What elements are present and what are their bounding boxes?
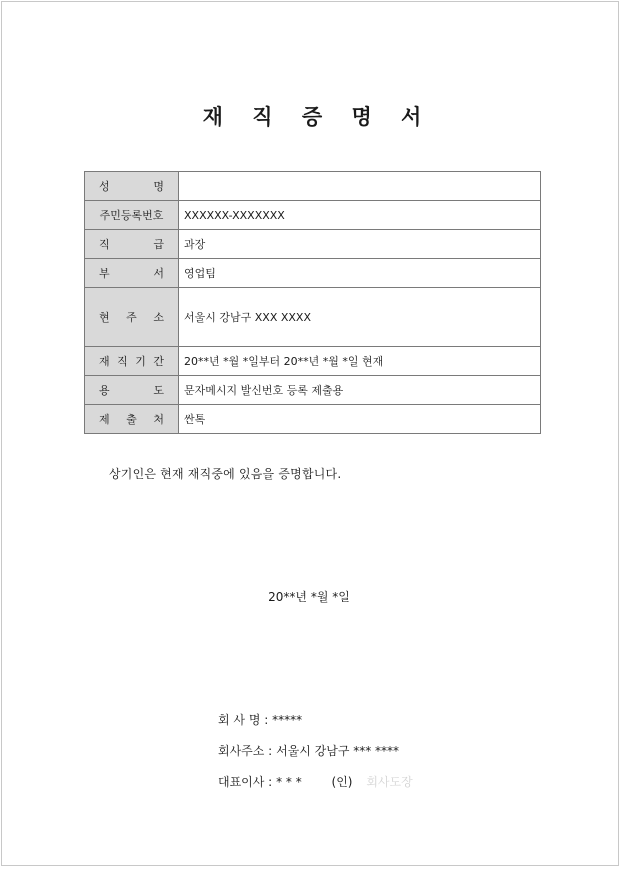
label-purpose: 용 도 (85, 376, 179, 405)
table-row (85, 259, 541, 288)
table-row (85, 172, 541, 201)
company-address-line (218, 742, 399, 759)
value-position: 과장 (179, 230, 541, 259)
label-employment-period: 재 직 기 간 (85, 347, 179, 376)
company-address-label: 회사주소 : (218, 744, 273, 758)
value-department: 영업팀 (179, 259, 541, 288)
info-table (84, 171, 541, 434)
ceo-value: * * * (276, 775, 302, 789)
company-seal-placeholder: 회사도장 (366, 775, 413, 789)
seal-mark: (인) (331, 775, 353, 789)
value-address: 서울시 강남구 XXX XXXX (179, 288, 541, 347)
label-address: 현 주 소 (85, 288, 179, 347)
label-submit-to: 제 출 처 (85, 405, 179, 434)
label-resident-number: 주민등록번호 (85, 201, 179, 230)
company-name-line (218, 711, 302, 728)
label-position: 직 급 (85, 230, 179, 259)
document-page (1, 1, 619, 866)
value-name (179, 172, 541, 201)
label-name: 성 명 (85, 172, 179, 201)
value-resident-number: XXXXXX-XXXXXXX (179, 201, 541, 230)
table-row (85, 230, 541, 259)
table-row (85, 347, 541, 376)
ceo-label: 대표이사 : (218, 775, 273, 789)
value-employment-period: 20**년 *월 *일부터 20**년 *월 *일 현재 (179, 347, 541, 376)
ceo-line (218, 773, 413, 790)
table-row (85, 405, 541, 434)
company-address-value: 서울시 강남구 *** **** (276, 744, 400, 758)
value-submit-to: 싼톡 (179, 405, 541, 434)
document-title: 재 직 증 명 서 (202, 105, 433, 129)
company-name-label: 회 사 명 : (218, 713, 269, 727)
company-name-value: ***** (272, 713, 303, 727)
label-department: 부 서 (85, 259, 179, 288)
certification-statement: 상기인은 현재 재직중에 있음을 증명합니다. (109, 467, 342, 481)
table-row (85, 288, 541, 347)
table-row (85, 376, 541, 405)
table-row (85, 201, 541, 230)
value-purpose: 문자메시지 발신번호 등록 제출용 (179, 376, 541, 405)
issue-date: 20**년 *월 *일 (268, 590, 350, 604)
